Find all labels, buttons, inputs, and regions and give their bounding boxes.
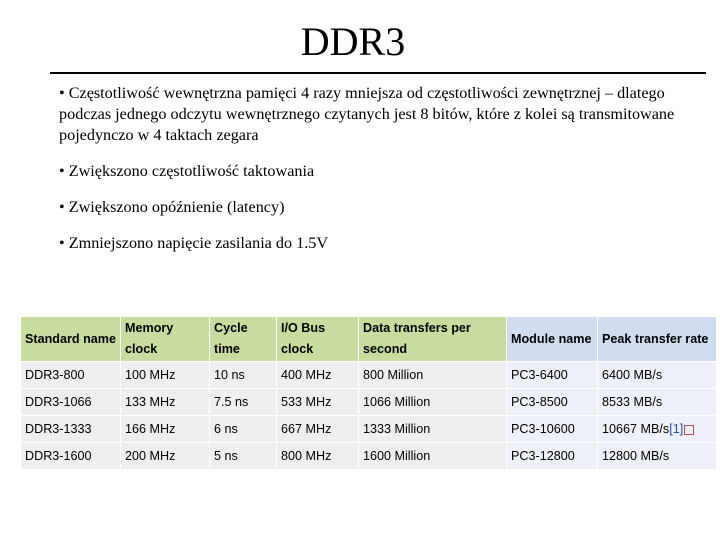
bullet-item: • Zwiększono częstotliwość taktowania — [59, 162, 315, 180]
cell-standard-name: DDR3-1066 — [21, 389, 121, 416]
cell-peak-transfer-rate: 12800 MB/s — [598, 443, 717, 470]
table-row — [21, 362, 717, 389]
cell-io-bus-clock: 400 MHz — [277, 362, 359, 389]
cell-memory-clock: 100 MHz — [121, 362, 210, 389]
cell-data-transfers: 1066 Million — [359, 389, 507, 416]
cell-module-name: PC3-8500 — [507, 389, 598, 416]
title-underline — [50, 72, 706, 74]
cell-standard-name: DDR3-800 — [21, 362, 121, 389]
table-header-row — [21, 317, 717, 362]
ddr3-table-container — [20, 316, 716, 470]
table-row — [21, 389, 717, 416]
cell-memory-clock: 166 MHz — [121, 416, 210, 443]
cell-io-bus-clock: 800 MHz — [277, 443, 359, 470]
external-link-icon — [684, 425, 694, 435]
slide-title: DDR3 — [300, 19, 406, 64]
bullet-list — [59, 83, 699, 269]
cell-module-name: PC3-12800 — [507, 443, 598, 470]
cell-data-transfers: 1600 Million — [359, 443, 507, 470]
bullet-item: • Zmniejszono napięcie zasilania do 1.5V — [59, 234, 329, 252]
cell-data-transfers: 1333 Million — [359, 416, 507, 443]
cell-cycle-time: 7.5 ns — [210, 389, 277, 416]
col-header-module-name: Module name — [507, 317, 598, 362]
col-header-standard-name: Standard name — [21, 317, 121, 362]
col-header-cycle-time: Cycle time — [210, 317, 277, 362]
cell-memory-clock: 133 MHz — [121, 389, 210, 416]
cell-peak-transfer-rate: 8533 MB/s — [598, 389, 717, 416]
cell-cycle-time: 5 ns — [210, 443, 277, 470]
col-header-io-bus-clock: I/O Bus clock — [277, 317, 359, 362]
cell-standard-name: DDR3-1333 — [21, 416, 121, 443]
col-header-data-transfers: Data transfers per second — [359, 317, 507, 362]
cell-standard-name: DDR3-1600 — [21, 443, 121, 470]
ddr3-spec-table — [20, 316, 717, 470]
table-row — [21, 416, 717, 443]
col-header-peak-transfer-rate: Peak transfer rate — [598, 317, 717, 362]
cell-io-bus-clock: 533 MHz — [277, 389, 359, 416]
bullet-item: • Zwiększono opóźnienie (latency) — [59, 198, 285, 216]
col-header-memory-clock: Memory clock — [121, 317, 210, 362]
cell-cycle-time: 6 ns — [210, 416, 277, 443]
table-row — [21, 443, 717, 470]
cell-data-transfers: 800 Million — [359, 362, 507, 389]
cell-io-bus-clock: 667 MHz — [277, 416, 359, 443]
cell-peak-transfer-rate — [598, 416, 717, 443]
cell-cycle-time: 10 ns — [210, 362, 277, 389]
footnote-link[interactable]: [1] — [669, 422, 684, 436]
cell-peak-transfer-value: 10667 MB/s — [602, 422, 670, 436]
cell-module-name: PC3-10600 — [507, 416, 598, 443]
cell-peak-transfer-rate: 6400 MB/s — [598, 362, 717, 389]
bullet-item: • Częstotliwość wewnętrzna pamięci 4 razy mniejsza od częstotliwości zewnętrznej – dlatego podczas jednego odczytu wewnętrznego czytanych jest 8 bitów, które z kolei są transmitowane pojedynczo w 4 taktach zegara — [59, 84, 675, 144]
cell-memory-clock: 200 MHz — [121, 443, 210, 470]
cell-module-name: PC3-6400 — [507, 362, 598, 389]
